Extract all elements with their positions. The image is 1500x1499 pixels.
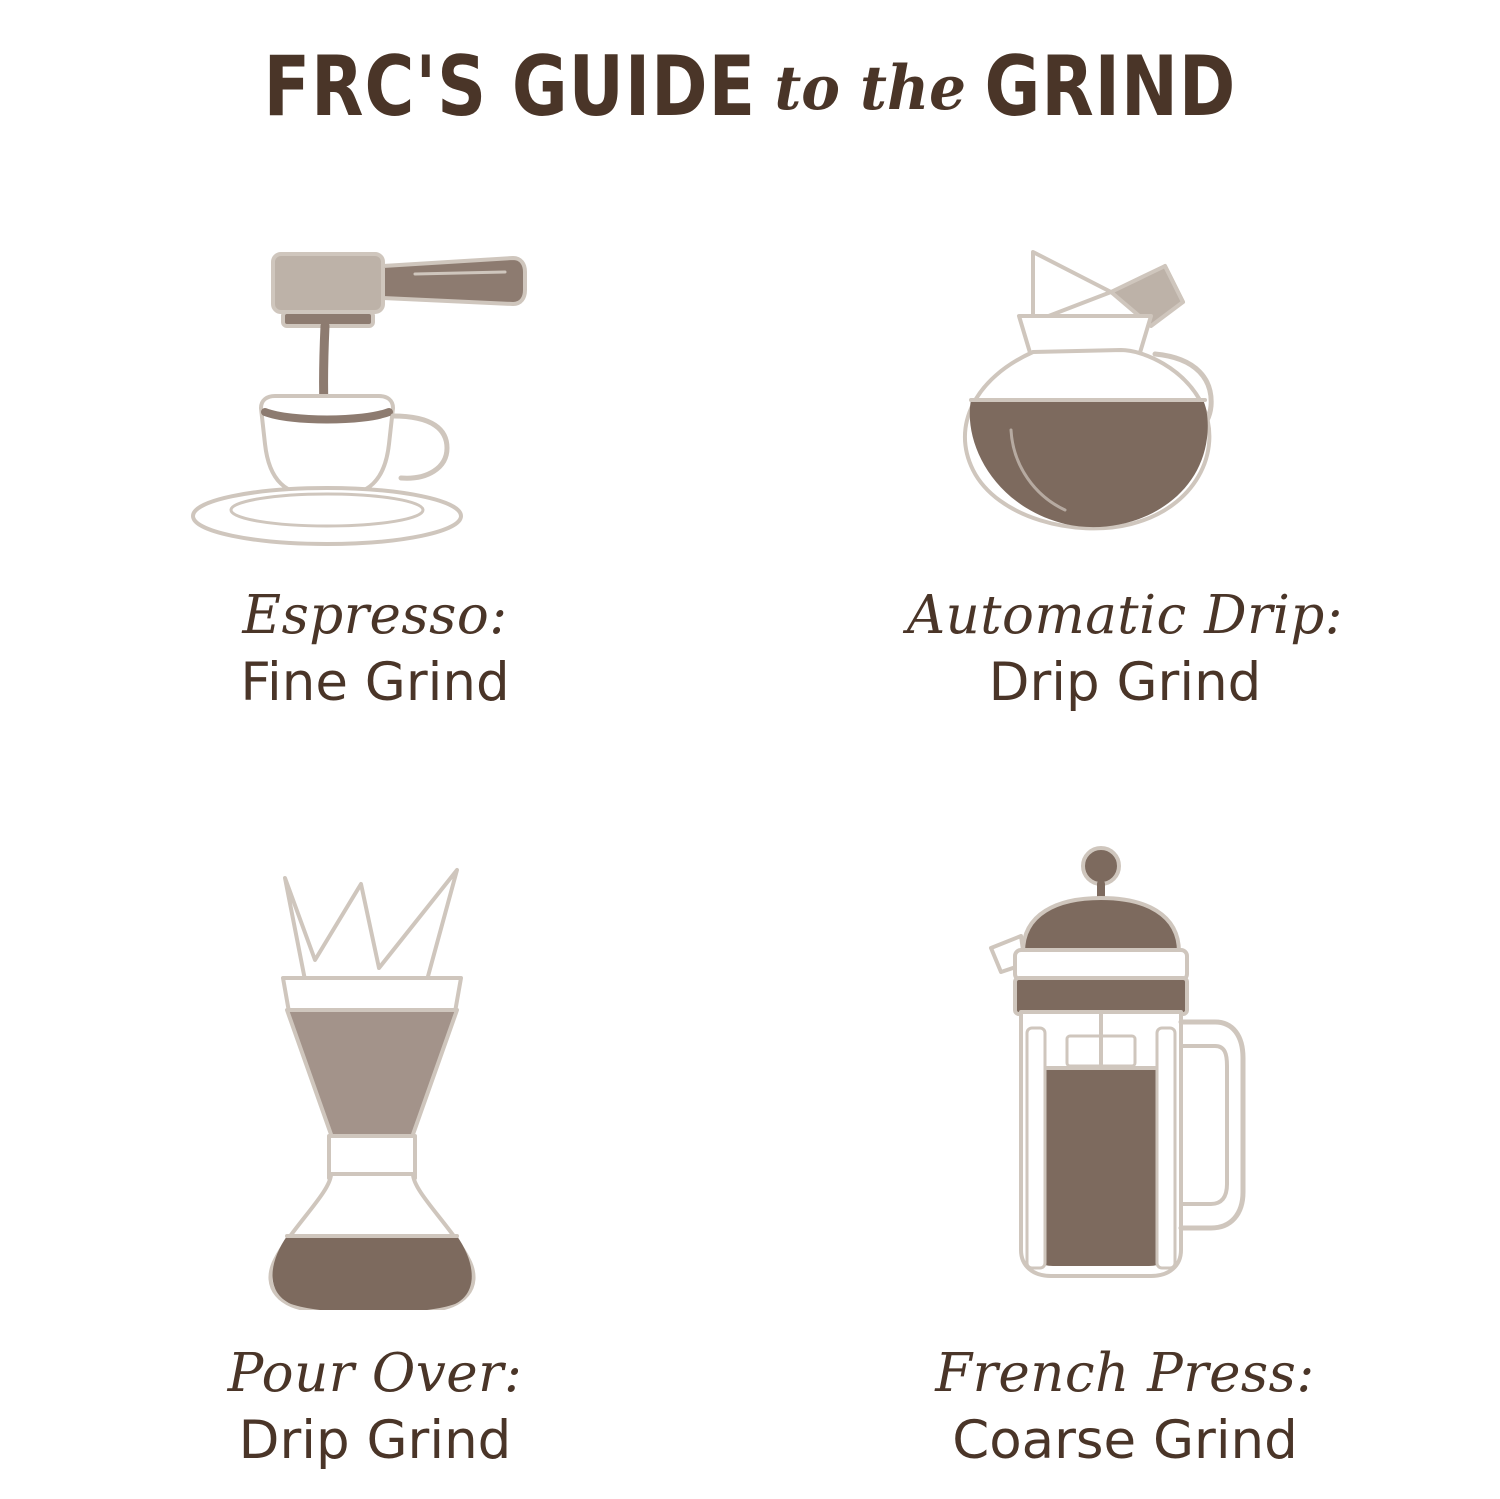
method-card-pour-over: [0, 840, 750, 1480]
method-name: Automatic Drip:: [906, 585, 1344, 646]
page-title: [0, 39, 1500, 136]
method-card-automatic-drip: [750, 200, 1500, 840]
pour-over-chemex-icon: [165, 840, 585, 1310]
method-card-french-press: [750, 840, 1500, 1480]
page-title-trail: GRIND: [984, 39, 1237, 136]
page-title-lead: FRC'S GUIDE: [263, 39, 757, 136]
grind-type: Coarse Grind: [952, 1410, 1298, 1472]
grind-type: Drip Grind: [238, 1410, 512, 1472]
method-name: French Press:: [935, 1343, 1315, 1404]
method-caption: [228, 1344, 523, 1471]
method-caption: [907, 586, 1343, 713]
french-press-icon: [915, 840, 1335, 1310]
grind-type: Fine Grind: [240, 652, 510, 714]
page-title-middle: to the: [774, 51, 967, 124]
method-grid: [0, 200, 1500, 1480]
espresso-machine-icon: [165, 200, 585, 560]
drip-carafe-icon: [915, 200, 1335, 560]
method-name: Pour Over:: [227, 1343, 523, 1404]
method-name: Espresso:: [242, 585, 508, 646]
method-caption: [935, 1344, 1314, 1471]
method-card-espresso: [0, 200, 750, 840]
grind-type: Drip Grind: [988, 652, 1262, 714]
method-caption: [240, 586, 509, 713]
